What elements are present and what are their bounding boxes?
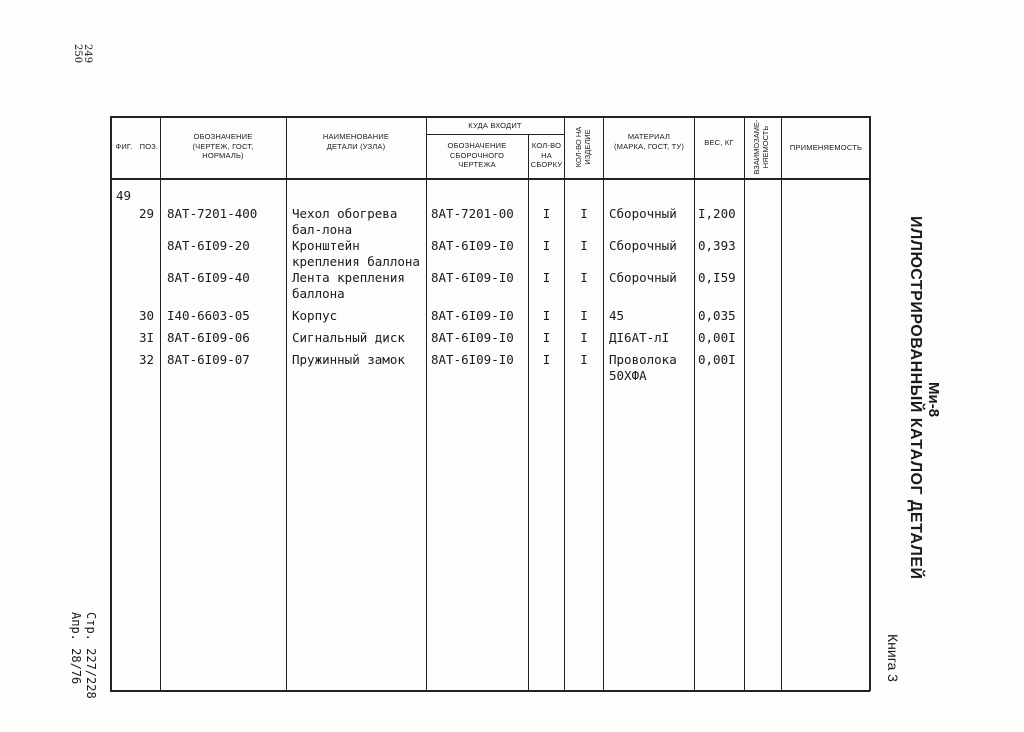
qty-product-cell: I — [580, 330, 588, 345]
qty-product-cell: I — [580, 352, 588, 367]
designation-cell: I40-6603-05 — [167, 308, 250, 323]
assembly-cell: 8АТ-6I09-I0 — [431, 330, 514, 345]
material-cell: Сборочный — [609, 238, 677, 253]
name-cell: Кронштейн крепления баллона — [292, 238, 420, 269]
page-ref-line-2: Апр. 28/76 — [69, 612, 83, 685]
qty-assembly-cell: I — [542, 330, 551, 345]
qty-assembly-cell: I — [542, 352, 551, 367]
weight-cell: 0,00I — [698, 352, 736, 367]
header-fig: ФИГ. — [115, 142, 133, 151]
weight-cell: 0,I59 — [698, 270, 736, 285]
pos-cell: 29 — [138, 206, 154, 221]
name-cell: Корпус — [292, 308, 338, 323]
header-assembly-drawing: ОБОЗНАЧЕНИЕ СБОРОЧНОГО ЧЕРТЕЖА — [447, 141, 507, 169]
material-cell: Проволока 50ХФА — [609, 352, 677, 383]
header-qty-product: КОЛ-ВО НА ИЗДЕЛИЕ — [574, 126, 592, 168]
material-cell: 45 — [609, 308, 625, 323]
designation-cell: 8АТ-6I09-20 — [167, 238, 250, 253]
header-name: НАИМЕНОВАНИЕ ДЕТАЛИ (УЗЛА) — [322, 132, 390, 151]
header-material: МАТЕРИАЛ (МАРКА, ГОСТ, ТУ) — [613, 132, 685, 151]
header-interchangeability: ВЗАИМОЗАМЕ- НЯЕМОСТЬ — [752, 119, 770, 175]
weight-cell: 0,00I — [698, 330, 736, 345]
assembly-cell: 8АТ-6I09-I0 — [431, 238, 514, 253]
qty-assembly-cell: I — [542, 238, 551, 253]
designation-cell: 8АТ-6I09-07 — [167, 352, 250, 367]
qty-assembly-cell: I — [542, 308, 551, 323]
qty-product-cell: I — [580, 238, 588, 253]
material-cell: Сборочный — [609, 206, 677, 221]
qty-product-cell: I — [580, 308, 588, 323]
header-weight: ВЕС, КГ — [704, 138, 734, 147]
designation-cell: 8АТ-6I09-40 — [167, 270, 250, 285]
figure-number: 49 — [116, 188, 132, 203]
model-title: Ми-8 — [925, 382, 942, 418]
weight-cell: 0,035 — [698, 308, 736, 323]
designation-cell: 8АТ-7201-400 — [167, 206, 258, 221]
qty-assembly-cell: I — [542, 270, 551, 285]
assembly-cell: 8АТ-6I09-I0 — [431, 308, 514, 323]
page-ref-line-1: Стр. 227/228 — [84, 612, 98, 699]
name-cell: Сигнальный диск — [292, 330, 405, 345]
page-number-mark: 249 250 — [72, 44, 93, 64]
qty-assembly-cell: I — [542, 206, 551, 221]
assembly-cell: 8АТ-6I09-I0 — [431, 352, 514, 367]
weight-cell: 0,393 — [698, 238, 736, 253]
page-reference — [68, 612, 98, 699]
header-qty-assembly: КОЛ-ВО НА СБОРКУ — [530, 141, 563, 169]
designation-cell: 8АТ-6I09-06 — [167, 330, 250, 345]
header-designation: ОБОЗНАЧЕНИЕ (ЧЕРТЕЖ, ГОСТ, НОРМАЛЬ) — [192, 132, 254, 160]
assembly-cell: 8АТ-6I09-I0 — [431, 270, 514, 285]
pos-cell: 32 — [138, 352, 154, 367]
pos-cell: 3I — [138, 330, 154, 345]
name-cell: Лента крепления баллона — [292, 270, 405, 301]
header-pos: ПОЗ. — [139, 142, 159, 151]
pos-cell: 30 — [138, 308, 154, 323]
name-cell: Пружинный замок — [292, 352, 405, 367]
name-cell: Чехол обогрева бал-лона — [292, 206, 398, 237]
book-label: Книга 3 — [885, 634, 901, 682]
header-applicability: ПРИМЕНЯЕМОСТЬ — [789, 143, 863, 152]
material-cell: Сборочный — [609, 270, 677, 285]
material-cell: ДI6АТ-лI — [609, 330, 670, 345]
qty-product-cell: I — [580, 270, 588, 285]
header-where-used: КУДА ВХОДИТ — [468, 121, 522, 130]
weight-cell: I,200 — [698, 206, 736, 221]
catalog-title: ИЛЛЮСТРИРОВАННЫЙ КАТАЛОГ ДЕТАЛЕЙ — [907, 216, 924, 580]
qty-product-cell: I — [580, 206, 588, 221]
assembly-cell: 8АТ-7201-00 — [431, 206, 514, 221]
